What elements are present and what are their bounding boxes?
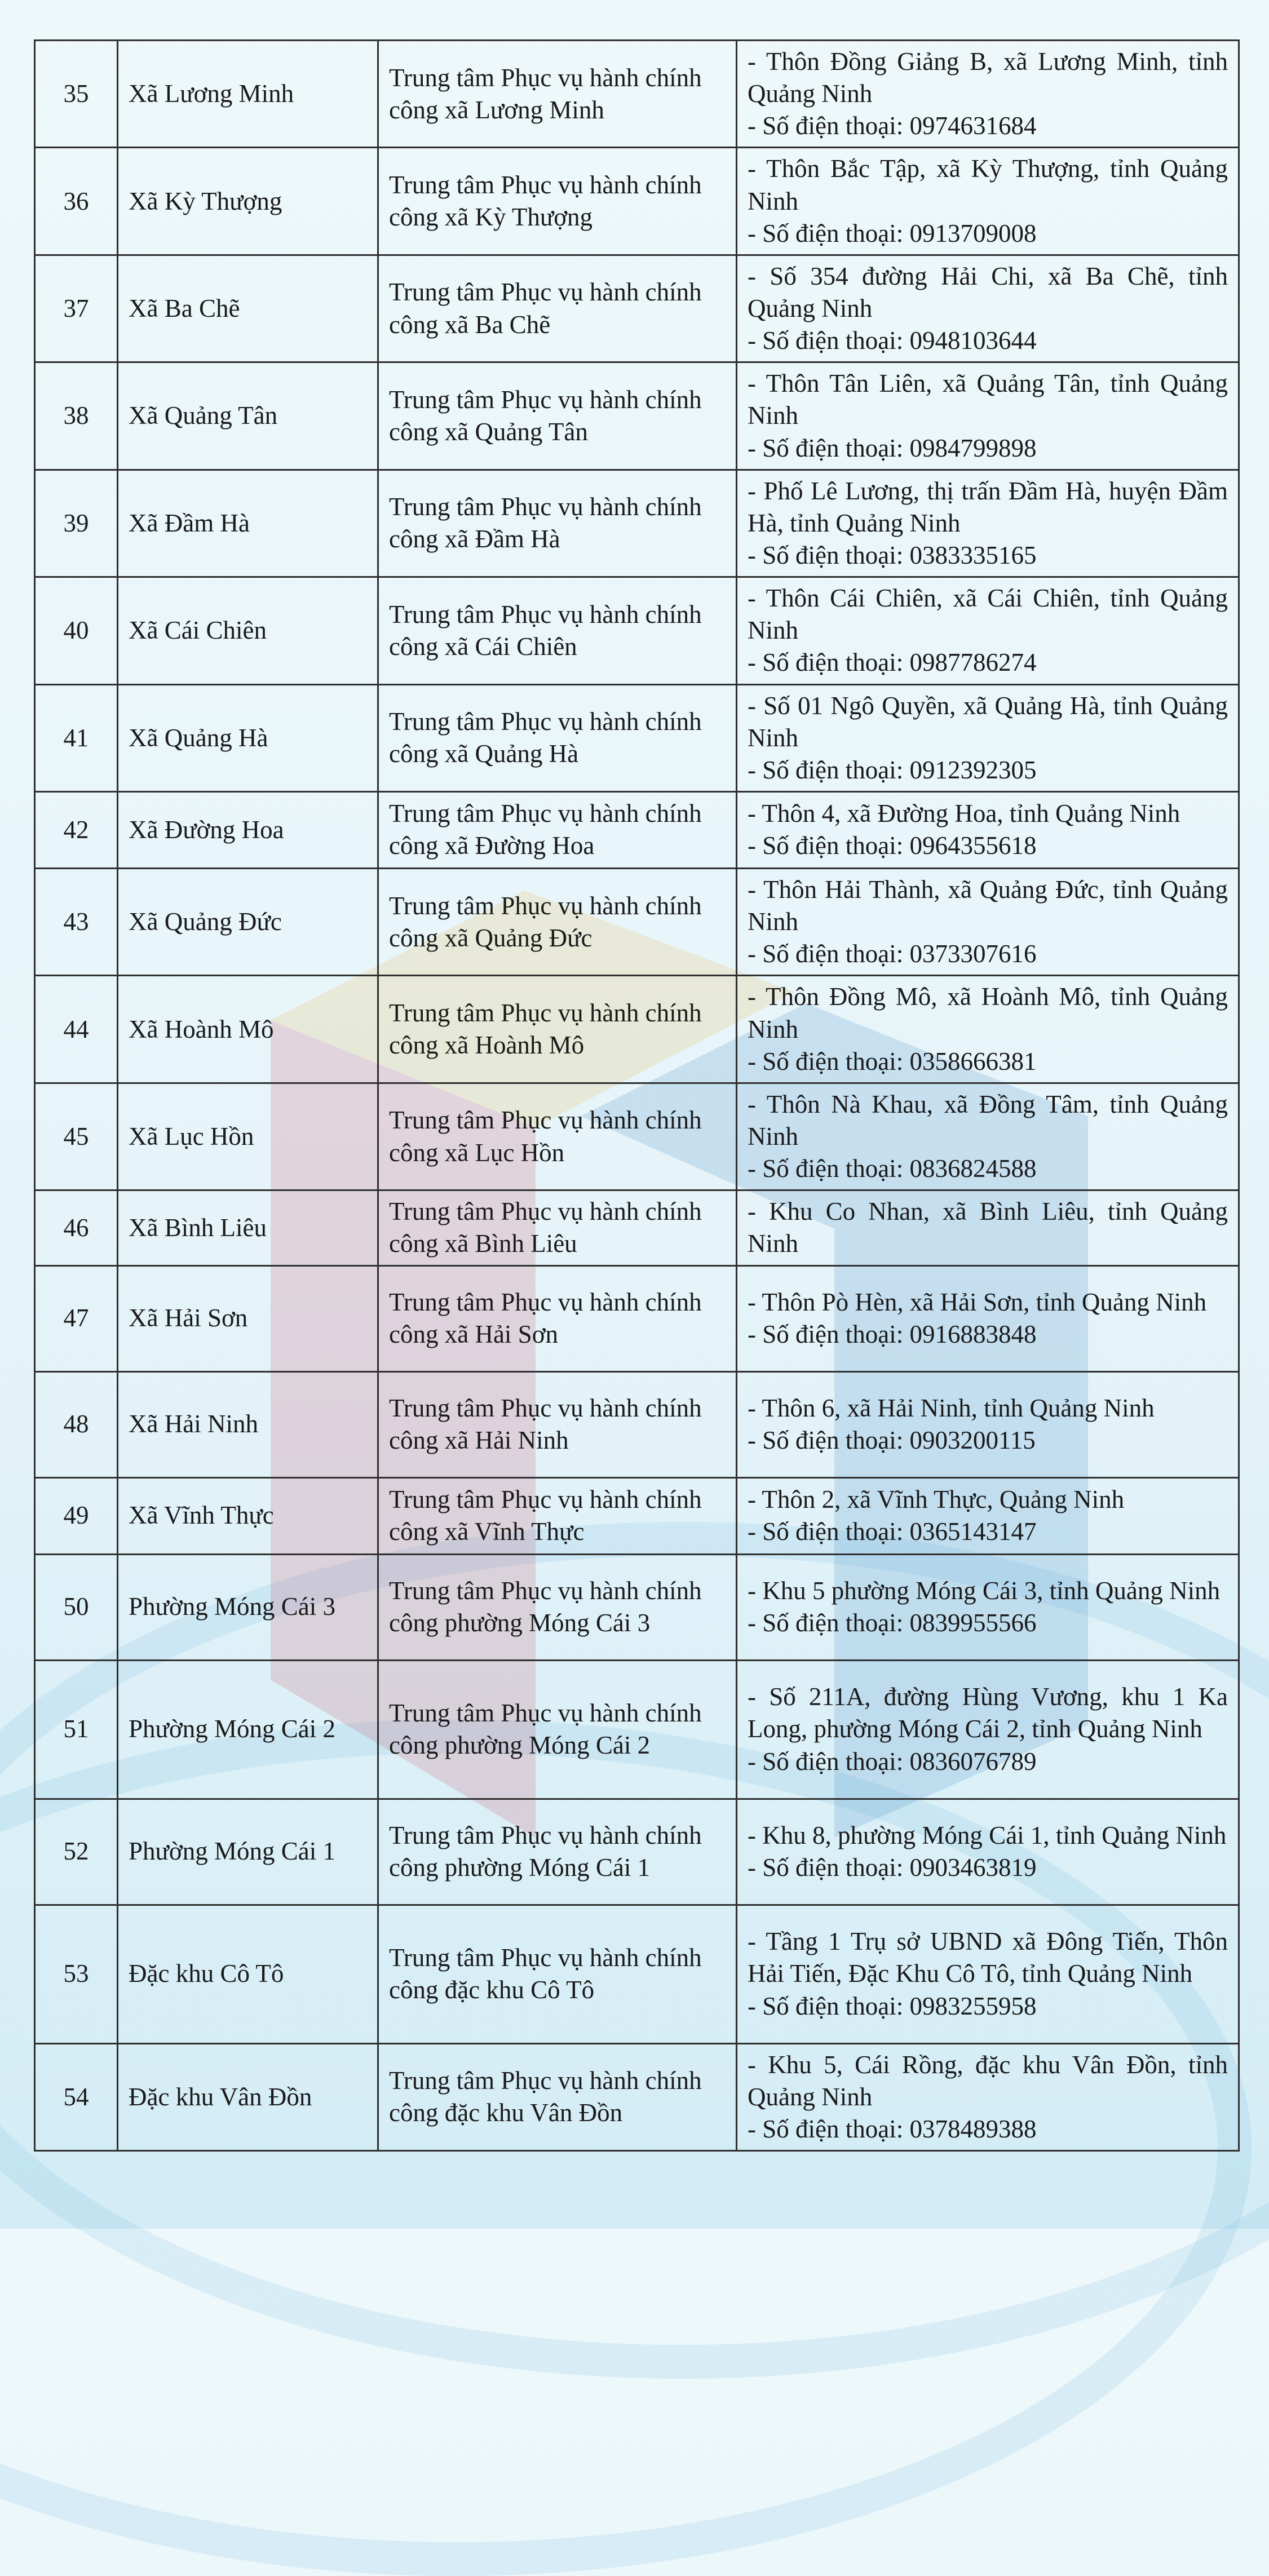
unit-name: Đặc khu Vân Đồn [118,2043,378,2150]
phone-text: - Số điện thoại: 0984799898 [748,433,1037,462]
table-row [35,362,1239,470]
table-row [35,41,1239,148]
row-number: 50 [35,1554,118,1660]
center-line-1: Trung tâm Phục vụ hành chính [389,891,702,920]
address-cell [737,470,1239,577]
center-line-2: công xã Quảng Tân [389,417,588,446]
center-line-2: công phường Móng Cái 1 [389,1853,651,1882]
address-cell [737,791,1239,868]
table-row [35,1799,1239,1905]
address-cell [737,684,1239,791]
address-cell [737,1083,1239,1190]
service-center-name [378,41,737,148]
row-number: 38 [35,362,118,470]
center-line-1: Trung tâm Phục vụ hành chính [389,1576,702,1605]
center-line-2: công xã Kỳ Thượng [389,203,593,232]
center-line-1: Trung tâm Phục vụ hành chính [389,1393,702,1422]
address-cell [737,148,1239,255]
table-row [35,684,1239,791]
phone-text: - Số điện thoại: 0839955566 [748,1609,1037,1637]
row-number: 44 [35,976,118,1083]
unit-name: Phường Móng Cái 2 [118,1660,378,1799]
center-line-2: công xã Hải Ninh [389,1426,569,1454]
center-line-2: công xã Cái Chiên [389,632,577,661]
address-text: - Thôn 2, xã Vĩnh Thực, Quảng Ninh [748,1485,1125,1513]
unit-name: Xã Lục Hồn [118,1083,378,1190]
address-cell [737,2043,1239,2150]
address-cell [737,41,1239,148]
center-line-1: Trung tâm Phục vụ hành chính [389,63,702,92]
unit-name: Phường Móng Cái 1 [118,1799,378,1905]
address-text: - Thôn 6, xã Hải Ninh, tỉnh Quảng Ninh [748,1393,1155,1422]
service-center-name [378,1660,737,1799]
row-number: 49 [35,1477,118,1554]
unit-name: Xã Vĩnh Thực [118,1477,378,1554]
address-text: - Khu 8, phường Móng Cái 1, tỉnh Quảng Ninh [748,1821,1227,1849]
unit-name: Xã Đầm Hà [118,470,378,577]
row-number: 42 [35,791,118,868]
table-row [35,976,1239,1083]
center-line-2: công đặc khu Cô Tô [389,1976,595,2004]
table-row [35,470,1239,577]
phone-text: - Số điện thoại: 0903463819 [748,1853,1037,1882]
address-cell [737,1265,1239,1371]
phone-text: - Số điện thoại: 0378489388 [748,2114,1037,2143]
unit-name: Xã Hoành Mô [118,976,378,1083]
service-center-name [378,1554,737,1660]
center-line-2: công xã Đầm Hà [389,525,560,554]
phone-text: - Số điện thoại: 0836076789 [748,1747,1037,1776]
address-text: - Thôn Nà Khau, xã Đồng Tâm, tỉnh Quảng Ninh [748,1090,1228,1150]
service-center-name [378,470,737,577]
center-line-1: Trung tâm Phục vụ hành chính [389,278,702,307]
center-line-1: Trung tâm Phục vụ hành chính [389,707,702,736]
address-text: - Khu Co Nhan, xã Bình Liêu, tỉnh Quảng Ninh [748,1197,1228,1258]
service-center-name [378,1265,737,1371]
address-text: - Khu 5, Cái Rồng, đặc khu Vân Đồn, tỉnh Quảng Ninh [748,2050,1228,2111]
phone-text: - Số điện thoại: 0912392305 [748,755,1037,784]
row-number: 35 [35,41,118,148]
address-cell [737,868,1239,975]
unit-name: Xã Hải Ninh [118,1371,378,1477]
service-center-table [34,39,1240,2152]
center-line-1: Trung tâm Phục vụ hành chính [389,170,702,199]
table-row [35,577,1239,684]
table-row [35,1371,1239,1477]
address-text: - Số 01 Ngô Quyền, xã Quảng Hà, tỉnh Quảng Ninh [748,691,1228,752]
address-cell [737,1905,1239,2043]
address-cell [737,1660,1239,1799]
phone-text: - Số điện thoại: 0983255958 [748,1991,1037,2020]
row-number: 43 [35,868,118,975]
service-center-name [378,1371,737,1477]
service-center-name [378,976,737,1083]
phone-text: - Số điện thoại: 0913709008 [748,219,1037,247]
table-row [35,255,1239,362]
phone-text: - Số điện thoại: 0987786274 [748,648,1037,677]
unit-name: Xã Lương Minh [118,41,378,148]
address-cell [737,1477,1239,1554]
table-row [35,1083,1239,1190]
center-line-2: công phường Móng Cái 2 [389,1731,651,1759]
row-number: 53 [35,1905,118,2043]
center-line-1: Trung tâm Phục vụ hành chính [389,493,702,521]
address-text: - Thôn 4, xã Đường Hoa, tỉnh Quảng Ninh [748,799,1180,828]
phone-text: - Số điện thoại: 0365143147 [748,1517,1037,1546]
center-line-1: Trung tâm Phục vụ hành chính [389,1698,702,1727]
service-center-name [378,791,737,868]
center-line-2: công xã Quảng Đức [389,923,593,952]
unit-name: Đặc khu Cô Tô [118,1905,378,2043]
service-center-name [378,1799,737,1905]
unit-name: Xã Hải Sơn [118,1265,378,1371]
row-number: 48 [35,1371,118,1477]
address-text: - Thôn Bắc Tập, xã Kỳ Thượng, tỉnh Quảng Ninh [748,154,1228,215]
address-cell [737,1190,1239,1265]
center-line-1: Trung tâm Phục vụ hành chính [389,1485,702,1513]
unit-name: Xã Ba Chẽ [118,255,378,362]
address-cell [737,976,1239,1083]
center-line-2: công xã Hải Sơn [389,1320,558,1348]
table-row [35,1660,1239,1799]
address-cell [737,1799,1239,1905]
center-line-2: công đặc khu Vân Đồn [389,2099,623,2127]
phone-text: - Số điện thoại: 0358666381 [748,1047,1037,1075]
row-number: 54 [35,2043,118,2150]
center-line-1: Trung tâm Phục vụ hành chính [389,799,702,828]
center-line-2: công xã Quảng Hà [389,740,579,768]
unit-name: Xã Quảng Đức [118,868,378,975]
center-line-1: Trung tâm Phục vụ hành chính [389,1821,702,1849]
table-row [35,1554,1239,1660]
row-number: 52 [35,1799,118,1905]
address-cell [737,255,1239,362]
center-line-2: công phường Móng Cái 3 [389,1609,651,1637]
row-number: 51 [35,1660,118,1799]
service-center-name [378,684,737,791]
center-line-2: công xã Hoành Mô [389,1031,585,1060]
service-center-name [378,148,737,255]
address-cell [737,577,1239,684]
address-text: - Số 211A, đường Hùng Vương, khu 1 Ka Long, phường Móng Cái 2, tỉnh Quảng Ninh [748,1683,1228,1743]
address-text: - Thôn Đồng Giảng B, xã Lương Minh, tỉnh Quảng Ninh [748,47,1228,108]
unit-name: Xã Bình Liêu [118,1190,378,1265]
table-row [35,2043,1239,2150]
center-line-2: công xã Bình Liêu [389,1229,577,1258]
row-number: 45 [35,1083,118,1190]
center-line-2: công xã Ba Chẽ [389,310,551,339]
unit-name: Phường Móng Cái 3 [118,1554,378,1660]
unit-name: Xã Đường Hoa [118,791,378,868]
phone-text: - Số điện thoại: 0383335165 [748,541,1037,569]
address-text: - Thôn Cái Chiên, xã Cái Chiên, tỉnh Quảng Ninh [748,584,1228,645]
address-cell [737,1554,1239,1660]
service-center-name [378,362,737,470]
service-center-name [378,577,737,684]
center-line-1: Trung tâm Phục vụ hành chính [389,600,702,628]
center-line-1: Trung tâm Phục vụ hành chính [389,998,702,1027]
table-row [35,1477,1239,1554]
address-text: - Tầng 1 Trụ sở UBND xã Đông Tiến, Thôn Hải Tiến, Đặc Khu Cô Tô, tỉnh Quảng Ninh [748,1927,1228,1988]
phone-text: - Số điện thoại: 0916883848 [748,1320,1037,1348]
phone-text: - Số điện thoại: 0836824588 [748,1154,1037,1183]
phone-text: - Số điện thoại: 0974631684 [748,112,1037,140]
center-line-1: Trung tâm Phục vụ hành chính [389,385,702,414]
row-number: 47 [35,1265,118,1371]
phone-text: - Số điện thoại: 0903200115 [748,1426,1036,1454]
row-number: 37 [35,255,118,362]
address-cell [737,362,1239,470]
address-text: - Khu 5 phường Móng Cái 3, tỉnh Quảng Ninh [748,1576,1221,1605]
unit-name: Xã Kỳ Thượng [118,148,378,255]
table-row [35,1190,1239,1265]
phone-text: - Số điện thoại: 0964355618 [748,831,1037,860]
address-cell [737,1371,1239,1477]
address-text: - Số 354 đường Hải Chi, xã Ba Chẽ, tỉnh Quảng Ninh [748,262,1228,322]
service-center-name [378,1190,737,1265]
service-center-name [378,255,737,362]
service-center-name [378,1905,737,2043]
address-text: - Phố Lê Lương, thị trấn Đầm Hà, huyện Đầm Hà, tỉnh Quảng Ninh [748,476,1228,537]
phone-text: - Số điện thoại: 0373307616 [748,940,1037,968]
table-row [35,1905,1239,2043]
table-row [35,148,1239,255]
unit-name: Xã Cái Chiên [118,577,378,684]
table-row [35,868,1239,975]
center-line-2: công xã Lục Hồn [389,1138,565,1167]
service-center-name [378,2043,737,2150]
service-center-name [378,868,737,975]
center-line-2: công xã Vĩnh Thực [389,1517,585,1546]
address-text: - Thôn Hải Thành, xã Quảng Đức, tỉnh Quảng Ninh [748,875,1228,936]
row-number: 36 [35,148,118,255]
address-text: - Thôn Pò Hèn, xã Hải Sơn, tỉnh Quảng Ninh [748,1287,1207,1316]
row-number: 39 [35,470,118,577]
table-row [35,1265,1239,1371]
center-line-1: Trung tâm Phục vụ hành chính [389,1197,702,1226]
phone-text: - Số điện thoại: 0948103644 [748,326,1037,355]
center-line-2: công xã Đường Hoa [389,831,595,860]
row-number: 40 [35,577,118,684]
address-text: - Thôn Tân Liên, xã Quảng Tân, tỉnh Quảng Ninh [748,369,1228,430]
center-line-1: Trung tâm Phục vụ hành chính [389,2066,702,2095]
row-number: 46 [35,1190,118,1265]
center-line-1: Trung tâm Phục vụ hành chính [389,1943,702,1972]
unit-name: Xã Quảng Hà [118,684,378,791]
service-center-name [378,1477,737,1554]
center-line-1: Trung tâm Phục vụ hành chính [389,1287,702,1316]
center-line-2: công xã Lương Minh [389,95,604,124]
center-line-1: Trung tâm Phục vụ hành chính [389,1106,702,1135]
unit-name: Xã Quảng Tân [118,362,378,470]
address-text: - Thôn Đồng Mô, xã Hoành Mô, tỉnh Quảng Ninh [748,982,1228,1043]
row-number: 41 [35,684,118,791]
service-center-name [378,1083,737,1190]
table-row [35,791,1239,868]
